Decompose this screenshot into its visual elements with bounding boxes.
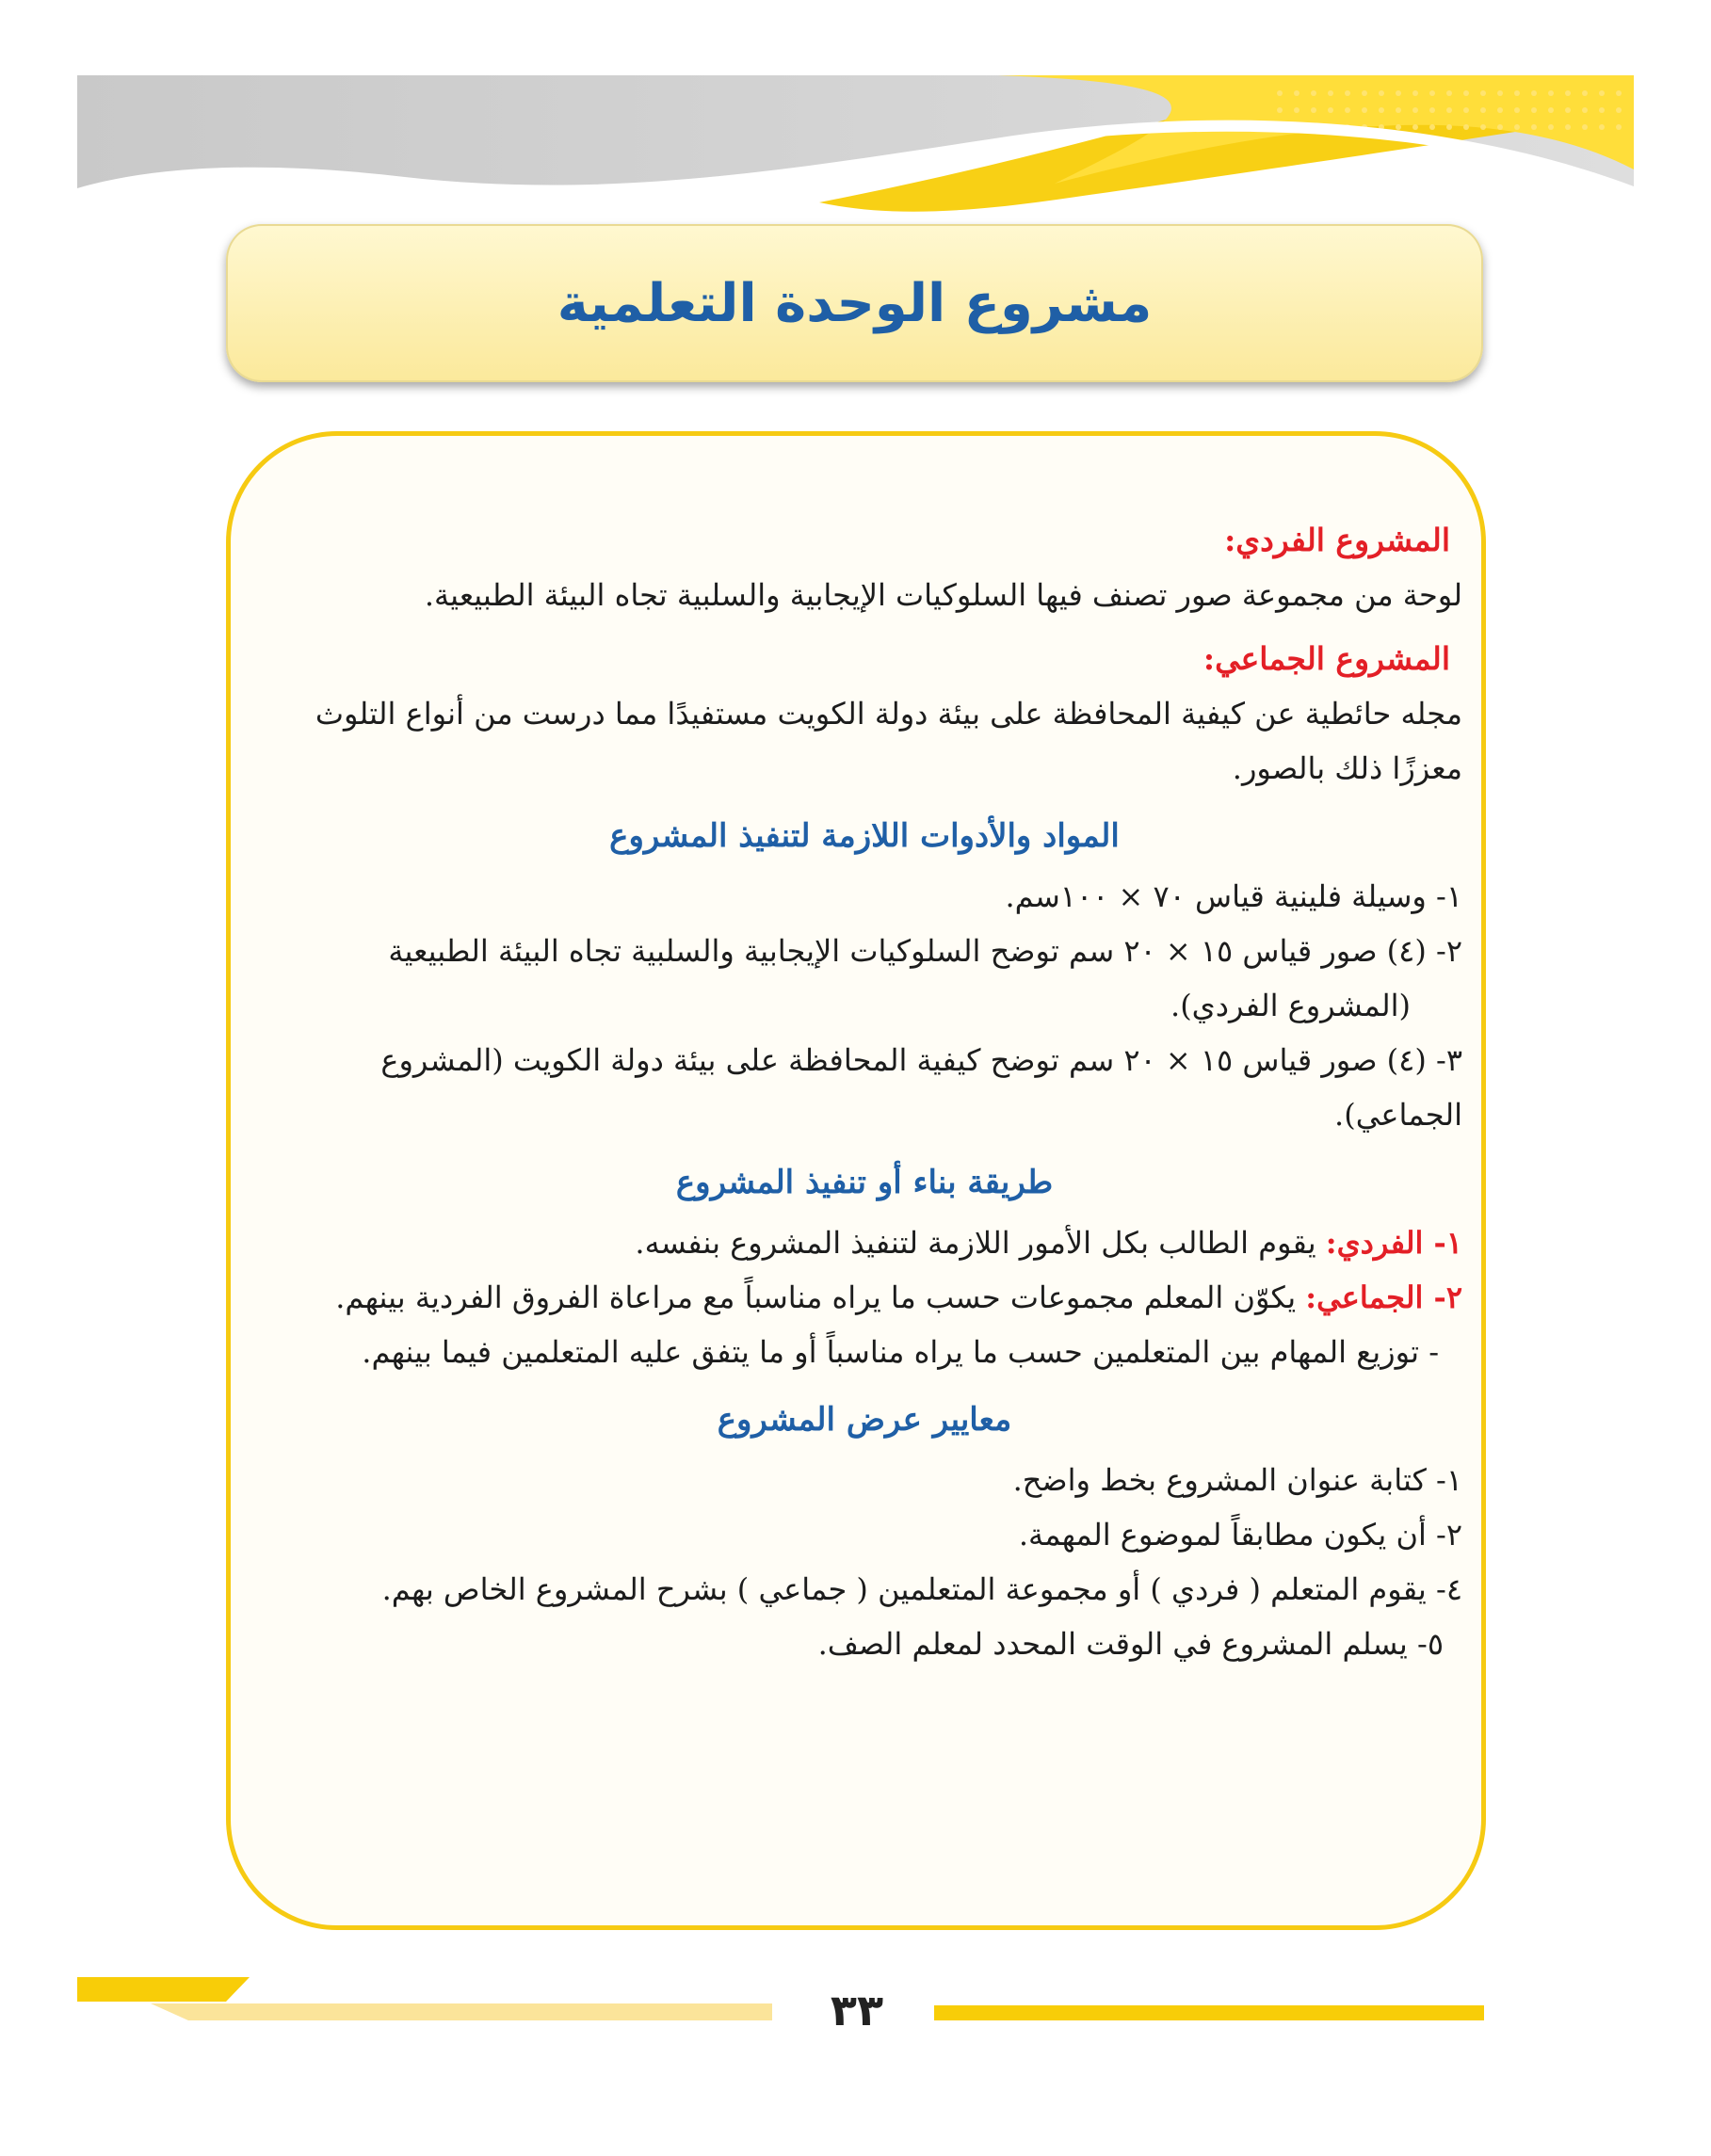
criteria-item: ١- كتابة عنوان المشروع بخط واضح. — [1012, 1462, 1462, 1498]
page-title: مشروع الوحدة التعلمية — [557, 272, 1153, 334]
method-item-1-label: ١- الفردي: — [1325, 1225, 1462, 1261]
group-project-text-line2: معززًا ذلك بالصور. — [1232, 750, 1462, 786]
title-box — [226, 224, 1483, 382]
content-body — [252, 513, 1477, 1671]
method-item-2 — [252, 1270, 1462, 1325]
materials-item-2-line1: ٢- (٤) صور قياس ١٥ × ٢٠ سم توضح السلوكيات الإيجابية والسلبية تجاه البيئة الطبيعية — [388, 933, 1462, 969]
criteria-item: ٢- أن يكون مطابقاً لموضوع المهمة. — [1018, 1517, 1462, 1553]
method-item-1 — [252, 1215, 1462, 1270]
materials-item-1: ١- وسيلة فلينية قياس ٧٠ × ١٠٠سم. — [1005, 878, 1462, 914]
individual-project-text: لوحة من مجموعة صور تصنف فيها السلوكيات الإيجابية والسلبية تجاه البيئة الطبيعية. — [424, 577, 1462, 613]
method-heading: طريقة بناء أو تنفيذ المشروع — [675, 1164, 1054, 1201]
page-number: ٣٣ — [830, 1985, 884, 2035]
method-item-1-text: يقوم الطالب بكل الأمور اللازمة لتنفيذ المشروع بنفسه. — [635, 1225, 1326, 1261]
header-banner — [0, 0, 1711, 217]
method-item-3: - توزيع المهام بين المتعلمين حسب ما يراه مناسباً أو ما يتفق عليه المتعلمين فيما بينهم. — [362, 1334, 1439, 1370]
method-item-2-label: ٢- الجماعي: — [1305, 1279, 1462, 1315]
group-project-label: المشروع الجماعي: — [1203, 640, 1450, 677]
materials-item-3: ٣- (٤) صور قياس ١٥ × ٢٠ سم توضح كيفية المحافظة على بيئة دولة الكويت (المشروع الجماعي). — [380, 1042, 1462, 1133]
materials-item-2-line2: (المشروع الفردي). — [1170, 988, 1411, 1023]
materials-heading: المواد والأدوات اللازمة لتنفيذ المشروع — [609, 817, 1120, 855]
criteria-item: ٤- يقوم المتعلم ( فردي ) أو مجموعة المتعلمين ( جماعي ) بشرح المشروع الخاص بهم. — [381, 1571, 1462, 1607]
method-item-2-text: يكوّن المعلم مجموعات حسب ما يراه مناسباً مع مراعاة الفروق الفردية بينهم. — [335, 1279, 1306, 1315]
individual-project-label: المشروع الفردي: — [1224, 522, 1450, 558]
group-project-text-line1: مجله حائطية عن كيفية المحافظة على بيئة دولة الكويت مستفيدًا مما درست من أنواع التلوث — [315, 696, 1462, 732]
criteria-heading: معايير عرض المشروع — [717, 1401, 1012, 1439]
criteria-item: ٥- يسلم المشروع في الوقت المحدد لمعلم الصف. — [817, 1626, 1444, 1662]
